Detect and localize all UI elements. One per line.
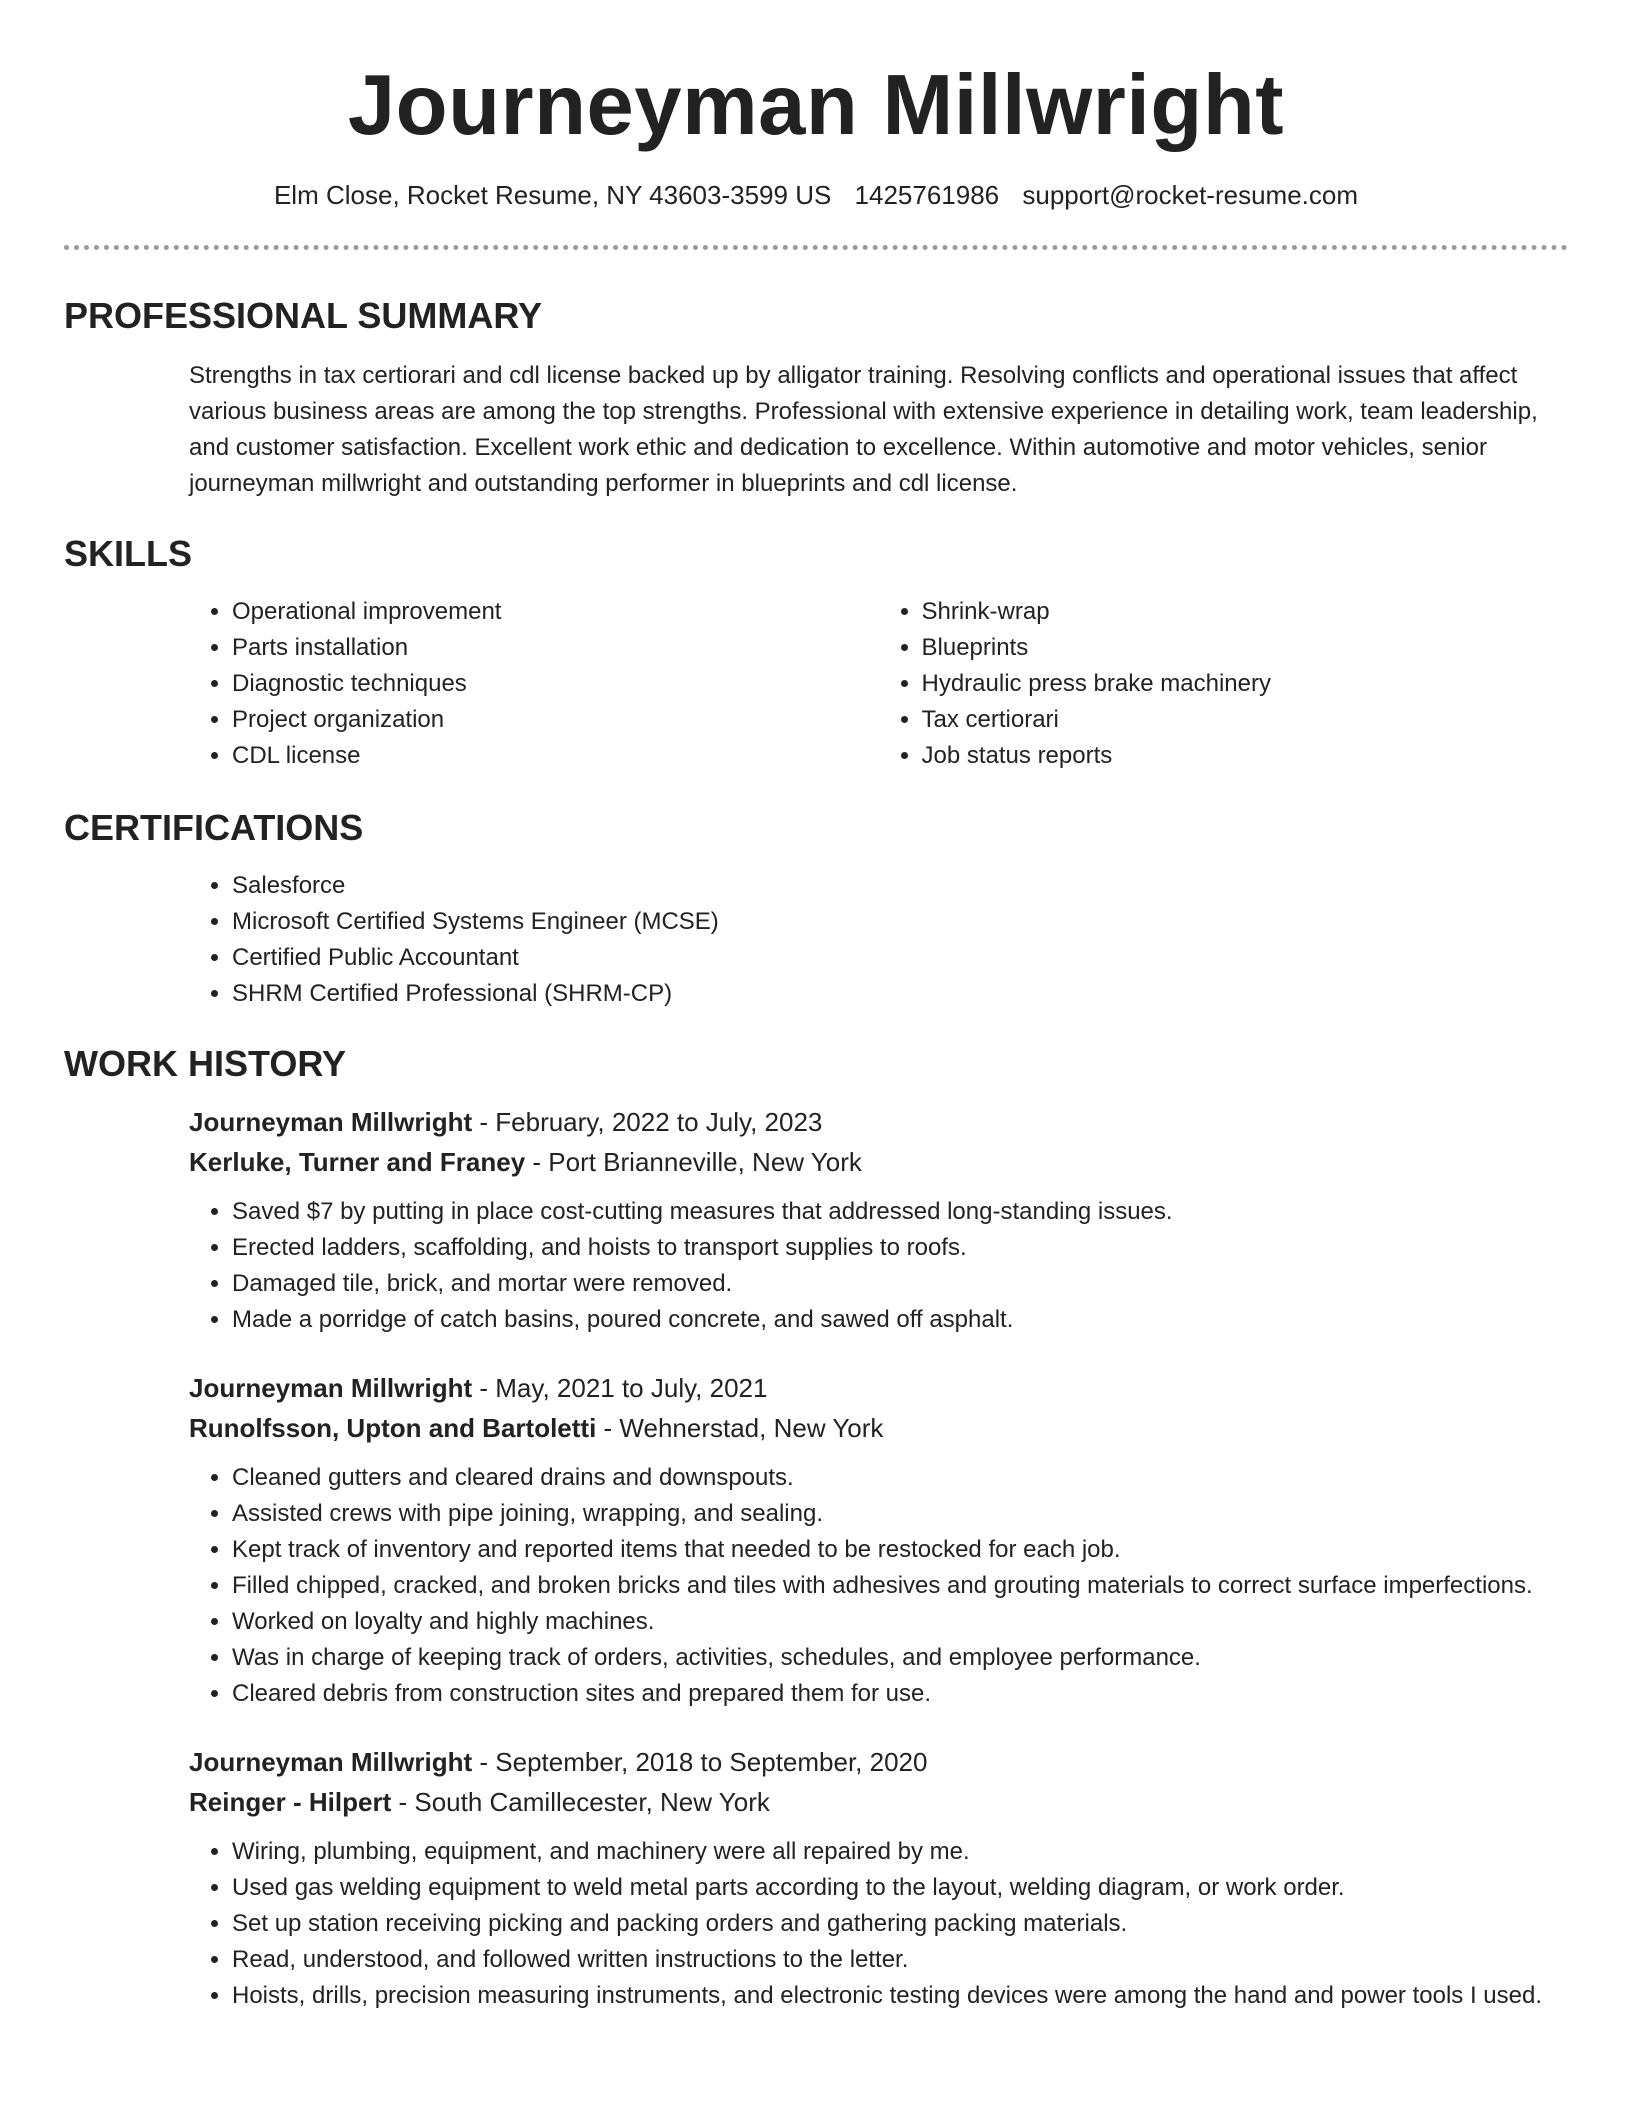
job-dates: - September, 2018 to September, 2020 — [472, 1747, 928, 1777]
job-bullet: • Set up station receiving picking and packing orders and gathering packing materials. — [232, 1906, 1568, 1942]
summary-text: Strengths in tax certiorari and cdl license backed up by alligator training. Resolving conflicts and operational issues that affect various business areas are among the top strengths. Professional with extensive experience in detailing work, team leadership, and customer satisfaction. Excellent work ethic and dedication to excellence. Within automotive and motor vehicles, senior journeyman millwright and outstanding performer in blueprints and cdl license. — [189, 362, 1538, 497]
skill-item: • Shrink-wrap — [922, 594, 1569, 630]
certifications-heading: CERTIFICATIONS — [64, 807, 364, 848]
header-divider — [64, 245, 1568, 250]
skill-item: • Tax certiorari — [922, 702, 1569, 738]
job-company-line — [189, 1782, 1568, 1822]
job-entry — [64, 1102, 1568, 1338]
work-history-heading: WORK HISTORY — [64, 1043, 347, 1084]
job-bullet: • Damaged tile, brick, and mortar were removed. — [232, 1266, 1568, 1302]
job-role: Journeyman Millwright — [189, 1373, 473, 1403]
skills-list-right — [879, 594, 1569, 774]
skill-item: • Diagnostic techniques — [232, 666, 879, 702]
certifications-body — [64, 868, 1568, 1012]
job-bullet: • Read, understood, and followed written instructions to the letter. — [232, 1942, 1568, 1978]
job-bullets — [189, 1834, 1568, 2014]
job-entry — [64, 1368, 1568, 1712]
job-bullet: • Filled chipped, cracked, and broken bricks and tiles with adhesives and grouting materials to correct surface imperfections. — [232, 1568, 1568, 1604]
skill-item: • Project organization — [232, 702, 879, 738]
job-entry — [64, 1742, 1568, 2014]
job-bullet: • Hoists, drills, precision measuring instruments, and electronic testing devices were among the hand and power tools I used. — [232, 1978, 1568, 2014]
job-company-line — [189, 1408, 1568, 1448]
job-dates: - May, 2021 to July, 2021 — [472, 1373, 768, 1403]
certification-item: • SHRM Certified Professional (SHRM-CP) — [232, 976, 1568, 1012]
skills-heading: SKILLS — [64, 533, 193, 574]
job-bullet: • Erected ladders, scaffolding, and hoists to transport supplies to roofs. — [232, 1230, 1568, 1266]
job-bullet: • Wiring, plumbing, equipment, and machinery were all repaired by me. — [232, 1834, 1568, 1870]
contact-line — [64, 178, 1568, 212]
job-company-line — [189, 1142, 1568, 1182]
skill-item: • Blueprints — [922, 630, 1569, 666]
job-bullet: • Saved $7 by putting in place cost-cutting measures that addressed long-standing issues. — [232, 1194, 1568, 1230]
job-bullet: • Made a porridge of catch basins, poured concrete, and sawed off asphalt. — [232, 1302, 1568, 1338]
contact-email: support@rocket-resume.com — [1022, 180, 1359, 210]
job-bullet: • Worked on loyalty and highly machines. — [232, 1604, 1568, 1640]
job-dates: - February, 2022 to July, 2023 — [472, 1107, 823, 1137]
certification-item: • Microsoft Certified Systems Engineer (MCSE) — [232, 904, 1568, 940]
job-company: Kerluke, Turner and Franey — [189, 1147, 526, 1177]
job-bullet: • Cleared debris from construction sites and prepared them for use. — [232, 1676, 1568, 1712]
job-company: Runolfsson, Upton and Bartoletti — [189, 1413, 597, 1443]
job-location: - Wehnerstad, New York — [596, 1413, 884, 1443]
job-bullet: • Cleaned gutters and cleared drains and downspouts. — [232, 1460, 1568, 1496]
contact-phone: 1425761986 — [854, 180, 1000, 210]
skill-item: • Operational improvement — [232, 594, 879, 630]
job-company: Reinger - Hilpert — [189, 1787, 392, 1817]
job-bullet: • Assisted crews with pipe joining, wrapping, and sealing. — [232, 1496, 1568, 1532]
job-title-line — [189, 1742, 1568, 1782]
summary-body — [64, 358, 1568, 502]
job-location: - South Camillecester, New York — [391, 1787, 770, 1817]
job-role: Journeyman Millwright — [189, 1107, 473, 1137]
certification-item: • Salesforce — [232, 868, 1568, 904]
certifications-list — [189, 868, 1568, 1012]
contact-address: Elm Close, Rocket Resume, NY 43603-3599 US — [273, 180, 832, 210]
job-bullets — [189, 1194, 1568, 1338]
skill-item: • Job status reports — [922, 738, 1569, 774]
skill-item: • Hydraulic press brake machinery — [922, 666, 1569, 702]
job-bullet: • Kept track of inventory and reported items that needed to be restocked for each job. — [232, 1532, 1568, 1568]
job-bullets — [189, 1460, 1568, 1712]
certification-item: • Certified Public Accountant — [232, 940, 1568, 976]
job-location: - Port Brianneville, New York — [525, 1147, 862, 1177]
candidate-name: Journeyman Millwright — [347, 58, 1285, 153]
job-bullet: • Used gas welding equipment to weld metal parts according to the layout, welding diagram, or work order. — [232, 1870, 1568, 1906]
summary-heading: PROFESSIONAL SUMMARY — [64, 295, 543, 336]
skill-item: • CDL license — [232, 738, 879, 774]
job-role: Journeyman Millwright — [189, 1747, 473, 1777]
job-title-line — [189, 1102, 1568, 1142]
job-bullet: • Was in charge of keeping track of orders, activities, schedules, and employee performance. — [232, 1640, 1568, 1676]
skill-item: • Parts installation — [232, 630, 879, 666]
job-title-line — [189, 1368, 1568, 1408]
skills-grid — [64, 594, 1568, 774]
skills-list-left — [189, 594, 879, 774]
